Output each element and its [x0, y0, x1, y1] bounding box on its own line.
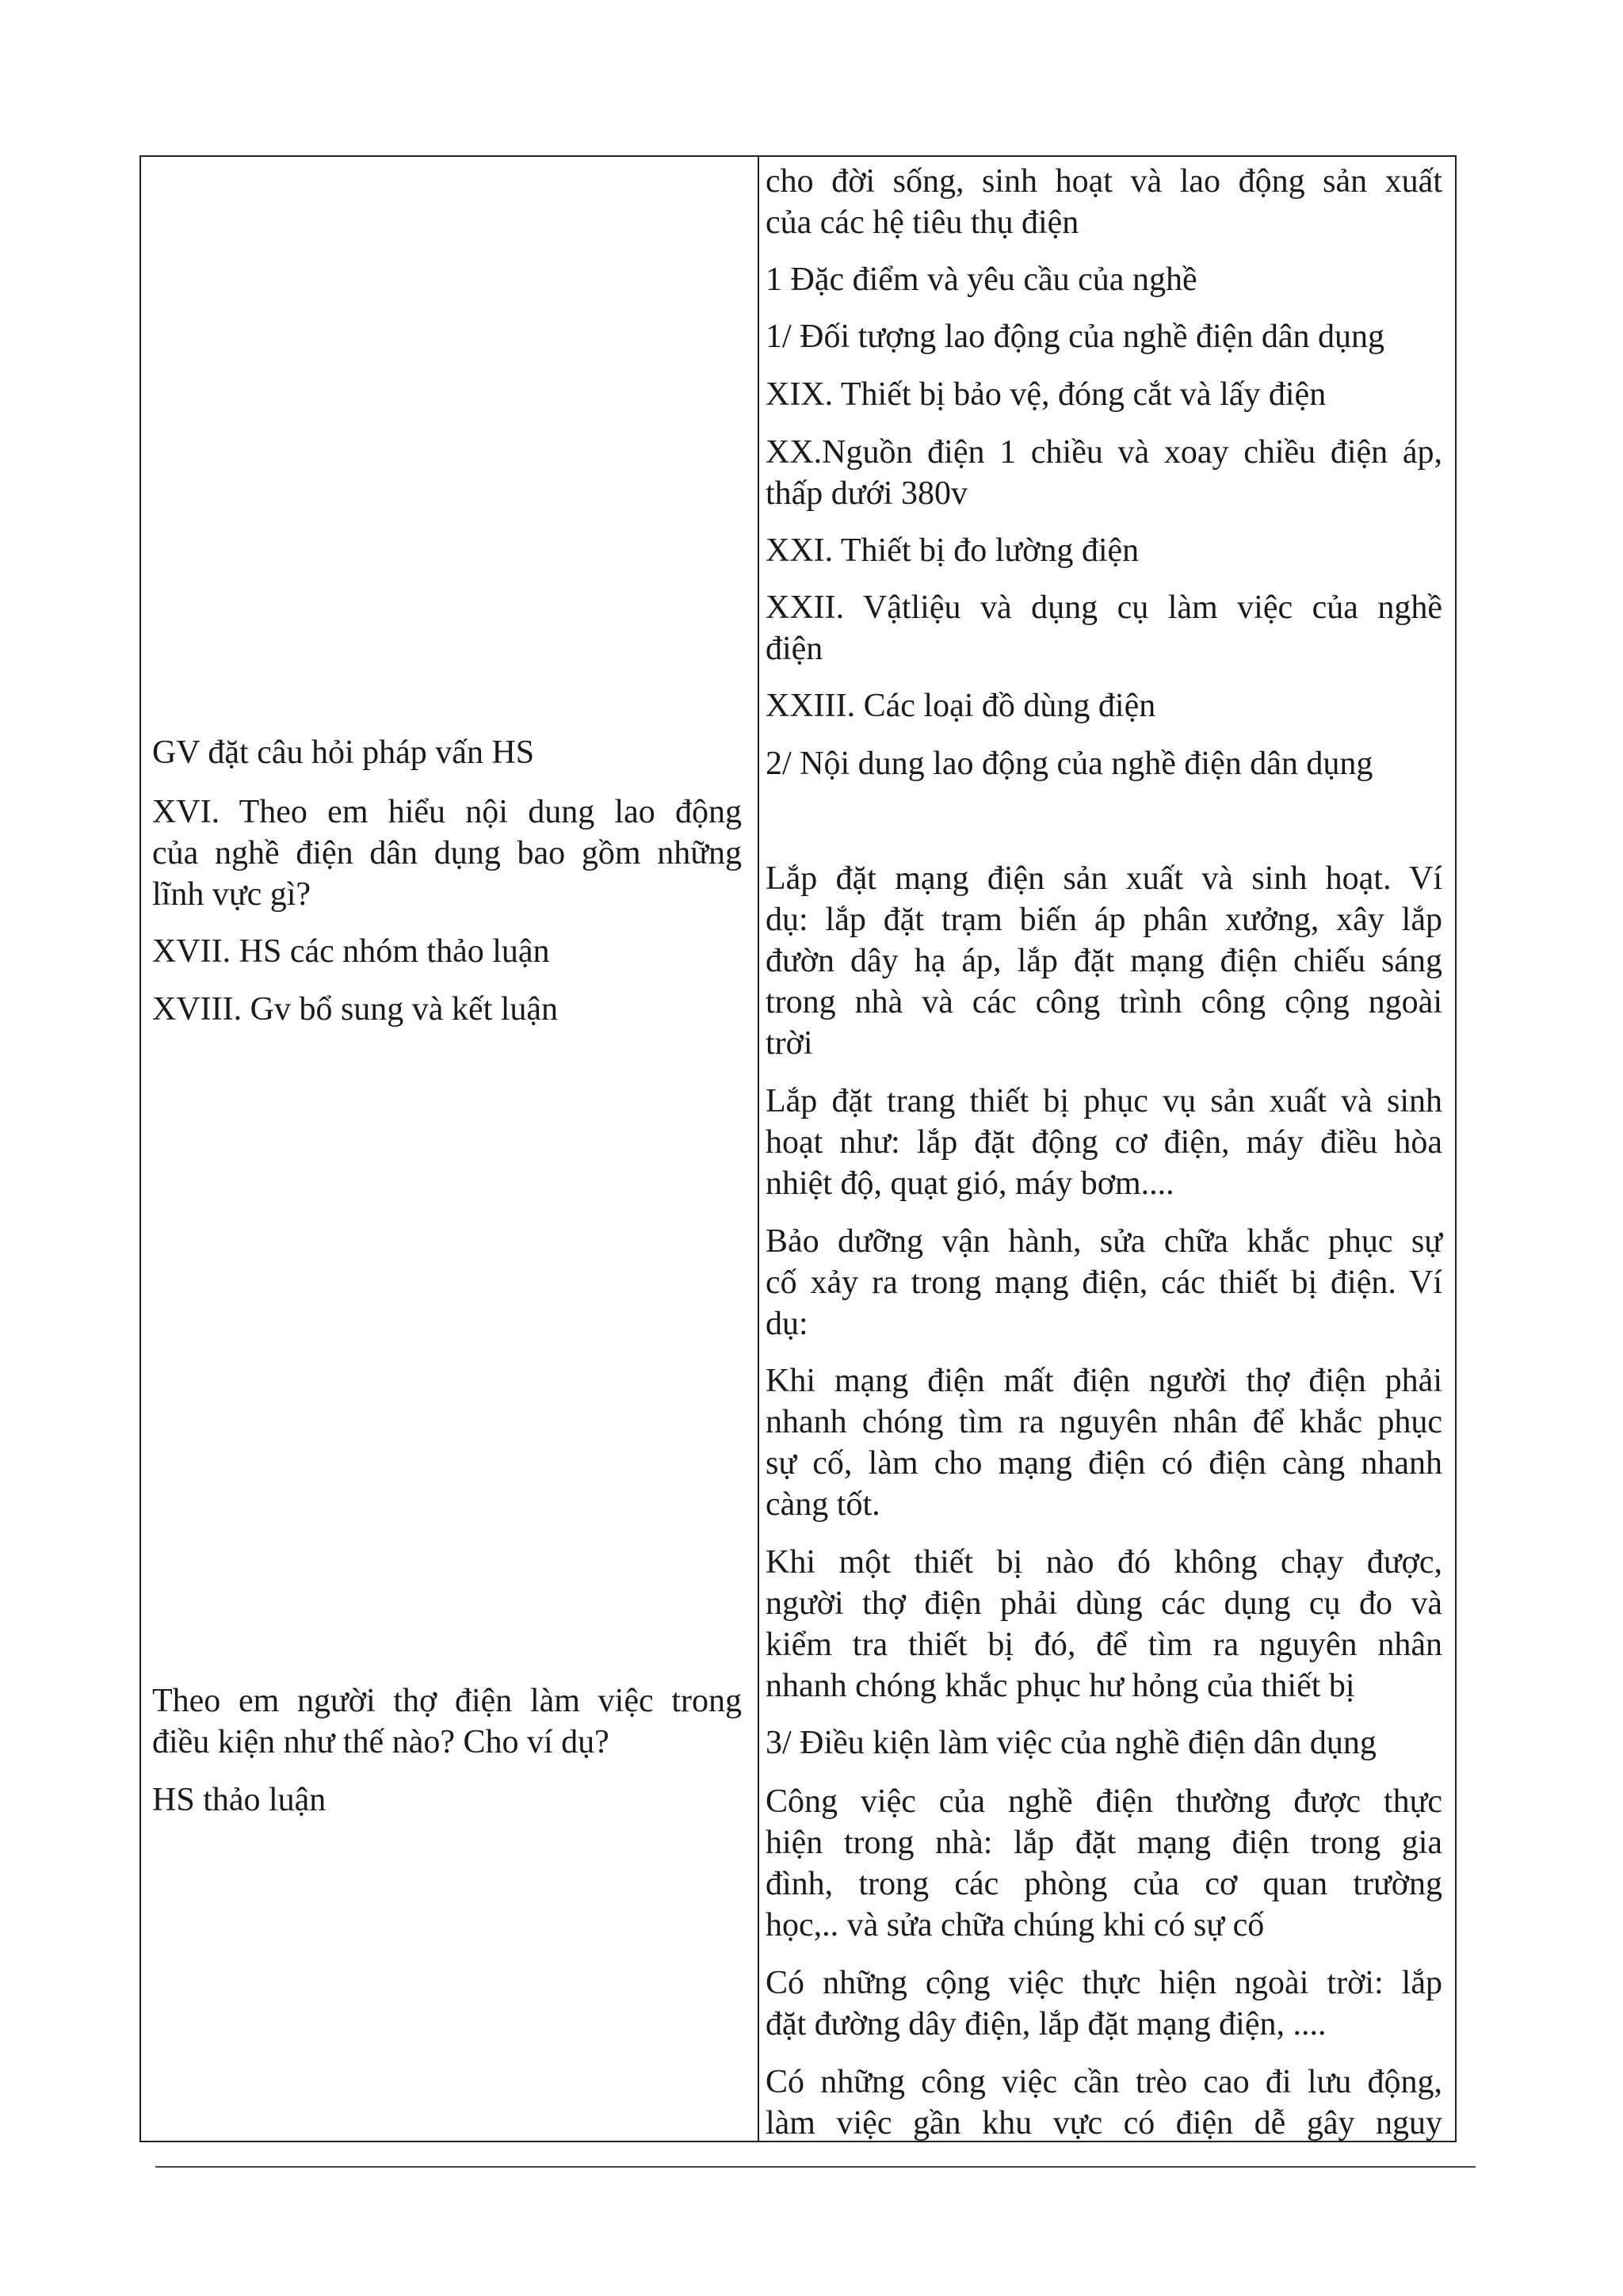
right-line: 2/ Nội dung lao động của nghề điện dân dụng — [766, 746, 1373, 782]
right-line: hoạt như: lắp đặt động cơ điện, máy điều hòa — [766, 1124, 1442, 1161]
left-q2-line1: Theo em người thợ điện làm việc trong — [152, 1683, 742, 1719]
left-q1-discuss: XVII. HS các nhóm thảo luận — [152, 933, 550, 970]
footer-rule — [155, 2166, 1476, 2168]
right-line: XXI. Thiết bị đo lường điện — [766, 532, 1140, 569]
right-line: thấp dưới 380v — [766, 475, 968, 512]
right-line: XXIII. Các loại đồ dùng điện — [766, 688, 1156, 724]
left-q1-line3: lĩnh vực gì? — [152, 876, 311, 913]
right-line: hiện trong nhà: lắp đặt mạng điện trong gia — [766, 1825, 1442, 1861]
right-line: đườn dây hạ áp, lắp đặt mạng điện chiếu sáng — [766, 943, 1442, 979]
right-line: XIX. Thiết bị bảo vệ, đóng cắt và lấy điện — [766, 376, 1327, 413]
right-line: Có những công việc cần trèo cao đi lưu động, — [766, 2064, 1442, 2100]
right-line: Bảo dưỡng vận hành, sửa chữa khắc phục sự — [766, 1223, 1442, 1260]
right-line: đình, trong các phòng của cơ quan trường — [766, 1866, 1442, 1902]
left-q1-line2: của nghề điện dân dụng bao gồm những — [152, 835, 742, 871]
right-line: đặt đường dây điện, lắp đặt mạng điện, .... — [766, 2006, 1327, 2042]
right-line: của các hệ tiêu thụ điện — [766, 204, 1079, 241]
left-q1-intro: GV đặt câu hỏi pháp vấn HS — [152, 734, 535, 771]
right-line: 1 Đặc điểm và yêu cầu của nghề — [766, 261, 1197, 298]
right-line: học,.. và sửa chữa chúng khi có sự cố — [766, 1907, 1265, 1943]
left-q2-discuss: HS thảo luận — [152, 1782, 327, 1818]
right-line: càng tốt. — [766, 1486, 880, 1523]
right-line: dụ: — [766, 1306, 808, 1342]
right-line: trời — [766, 1025, 813, 1062]
right-line: người thợ điện phải dùng các dụng cụ đo và — [766, 1585, 1442, 1622]
left-q1-line1: XVI. Theo em hiểu nội dung lao động — [152, 794, 742, 830]
right-line: làm việc gần khu vực có điện dễ gây nguy — [766, 2105, 1442, 2142]
column-divider — [758, 157, 759, 2141]
right-line: Khi mạng điện mất điện người thợ điện phải — [766, 1363, 1442, 1399]
right-line: Có những cộng việc thực hiện ngoài trời: lắp — [766, 1965, 1442, 2001]
left-q1-conclude: XVIII. Gv bổ sung và kết luận — [152, 991, 559, 1028]
right-line: nhanh chóng tìm ra nguyên nhân để khắc phục — [766, 1404, 1442, 1440]
right-line: cho đời sống, sinh hoạt và lao động sản xuất — [766, 163, 1442, 200]
right-line: Lắp đặt trang thiết bị phục vụ sản xuất và sinh — [766, 1083, 1442, 1119]
right-line: Khi một thiết bị nào đó không chạy được, — [766, 1544, 1442, 1581]
right-line: 3/ Điều kiện làm việc của nghề điện dân dụng — [766, 1725, 1377, 1761]
right-line: XX.Nguồn điện 1 chiều và xoay chiều điện áp, — [766, 434, 1442, 471]
right-line: trong nhà và các công trình công cộng ngoài — [766, 984, 1442, 1020]
left-q2-line2: điều kiện như thế nào? Cho ví dụ? — [152, 1724, 609, 1760]
right-line: nhiệt độ, quạt gió, máy bơm.... — [766, 1165, 1174, 1202]
right-line: Công việc của nghề điện thường được thực — [766, 1783, 1442, 1820]
right-line: kiểm tra thiết bị đó, để tìm ra nguyên nhân — [766, 1627, 1442, 1663]
right-line: dụ: lắp đặt trạm biến áp phân xưởng, xây lắp — [766, 902, 1442, 938]
right-line: XXII. Vậtliệu và dụng cụ làm việc của nghề — [766, 589, 1442, 626]
right-line: cố xảy ra trong mạng điện, các thiết bị điện. Ví — [766, 1264, 1442, 1301]
right-line: Lắp đặt mạng điện sản xuất và sinh hoạt. Ví — [766, 860, 1442, 897]
right-line: 1/ Đối tượng lao động của nghề điện dân dụng — [766, 318, 1384, 355]
right-line: nhanh chóng khắc phục hư hỏng của thiết bị — [766, 1668, 1355, 1704]
right-line: điện — [766, 631, 823, 667]
right-line: sự cố, làm cho mạng điện có điện càng nhanh — [766, 1445, 1442, 1482]
